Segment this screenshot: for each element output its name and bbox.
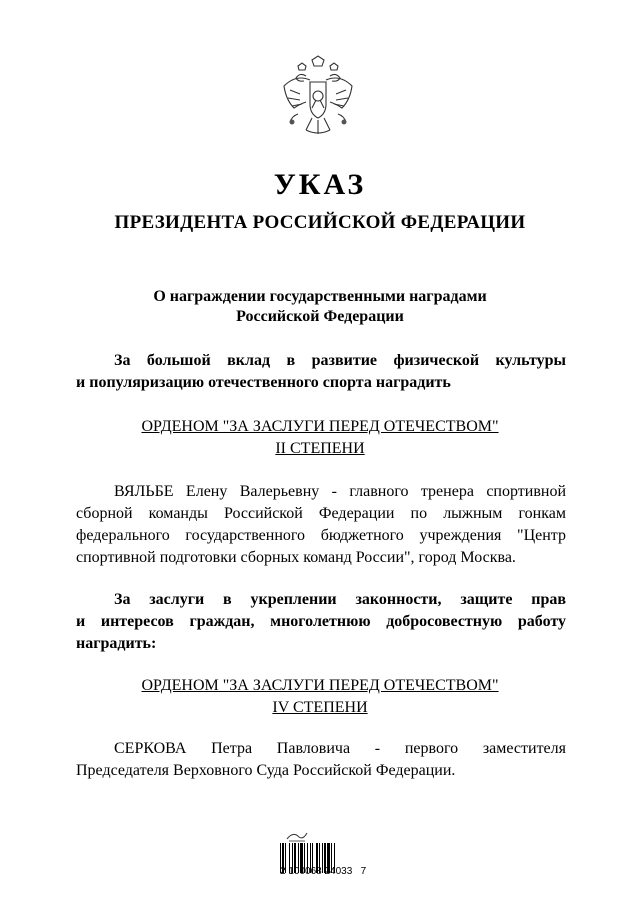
barcode-mark-icon — [285, 830, 309, 842]
section1-order — [0, 416, 640, 460]
barcode-number: 2 100068 24033 7 — [280, 866, 367, 877]
coat-of-arms-icon — [276, 54, 360, 148]
recipient-line: сборной команды Российской Федерации по лыжным гонкам — [76, 505, 566, 522]
order-degree: IV СТЕПЕНИ — [272, 699, 368, 716]
section1-recipient — [76, 481, 566, 569]
section2-intro — [76, 589, 566, 655]
subject-line: О награждении государственными наградами — [153, 288, 487, 305]
recipient-line: ВЯЛЬБЕ Елену Валерьевну - главного тренера спортивной — [114, 483, 566, 500]
intro-line: и популяризацию отечественного спорта наградить — [76, 374, 451, 391]
intro-line: и интересов граждан, многолетнюю добросовестную работу — [76, 613, 566, 630]
recipient-line: СЕРКОВА Петра Павловича - первого заместителя — [114, 740, 566, 757]
subject-line: Российской Федерации — [236, 308, 404, 325]
section2-recipient — [76, 738, 566, 782]
document-title: УКАЗ — [273, 168, 367, 201]
order-name: ОРДЕНОМ "ЗА ЗАСЛУГИ ПЕРЕД ОТЕЧЕСТВОМ" — [141, 418, 499, 435]
document-subtitle: ПРЕЗИДЕНТА РОССИЙСКОЙ ФЕДЕРАЦИИ — [114, 212, 526, 233]
section1-intro — [76, 350, 566, 394]
intro-line: наградить: — [76, 635, 157, 652]
document-subject — [0, 287, 640, 327]
section2-order — [0, 675, 640, 719]
recipient-line: спортивной подготовки сборных команд России", город Москва. — [76, 549, 516, 566]
intro-line: За заслуги в укреплении законности, защите прав — [114, 591, 566, 608]
recipient-line: Председателя Верховного Суда Российской Федерации. — [76, 762, 456, 779]
intro-line: За большой вклад в развитие физической культуры — [114, 352, 566, 369]
recipient-line: федерального государственного бюджетного учреждения "Центр — [76, 527, 566, 544]
order-degree: II СТЕПЕНИ — [275, 440, 365, 457]
order-name: ОРДЕНОМ "ЗА ЗАСЛУГИ ПЕРЕД ОТЕЧЕСТВОМ" — [141, 677, 499, 694]
